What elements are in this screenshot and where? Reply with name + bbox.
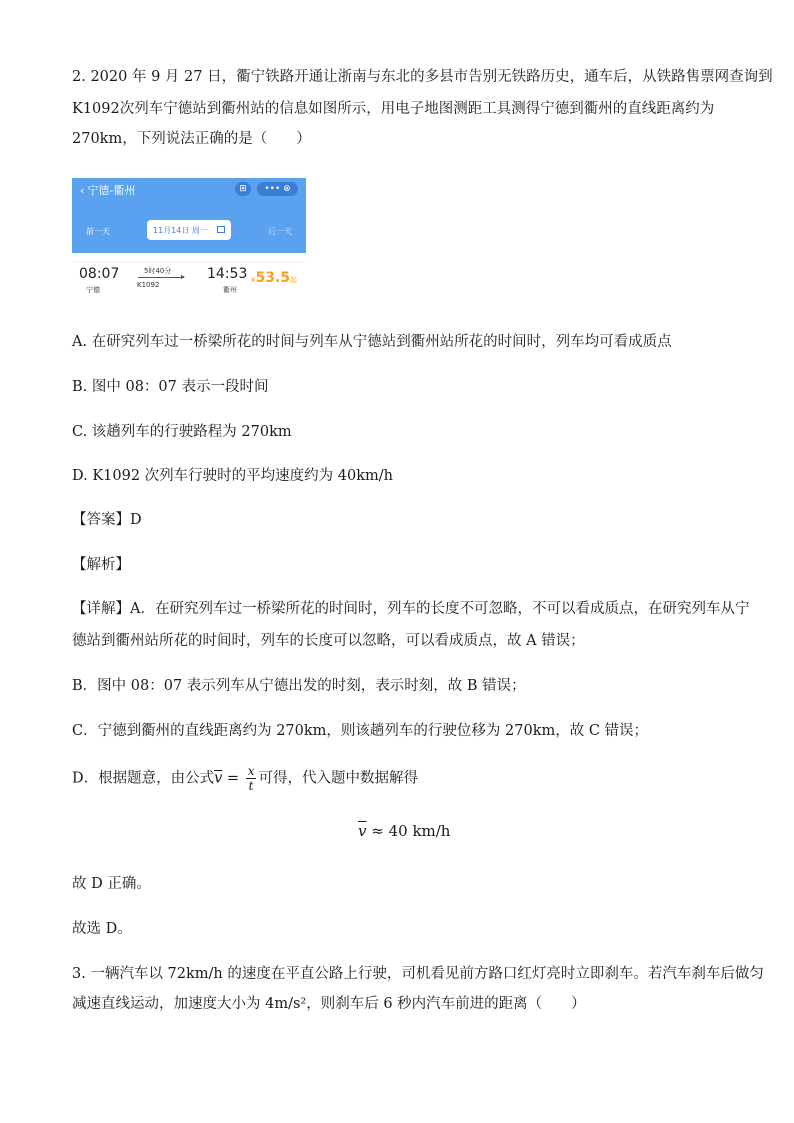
analysis-b: B．图中 08：07 表示列车从宁德出发的时刻，表示时刻，故 B 错误； <box>72 678 526 694</box>
ticket-screenshot <box>72 178 306 302</box>
answer-value: D <box>130 512 142 528</box>
calendar-icon <box>217 226 225 233</box>
arrival-station: 衢州 <box>223 286 237 294</box>
more-icon: ••• ⊗ <box>257 182 298 196</box>
date-box <box>147 220 231 240</box>
option-c: C. 该趟列车的行驶路程为 270km <box>72 424 292 440</box>
route-title: ‹ 宁德-衢州 <box>80 184 136 197</box>
departure-time: 08:07 <box>79 266 120 282</box>
answer-label: 【答案】 <box>72 512 130 528</box>
analysis-a-line-2: 德站到衢州站所花的时间时，列车的长度可以忽略，可以看成质点，故 A 错误； <box>72 633 585 649</box>
formula-fraction: $\frac{x}{t}$ <box>247 764 255 793</box>
option-b: B. 图中 08：07 表示一段时间 <box>72 379 269 395</box>
analysis-d: D．根据题意，由公式$\overline{v}$ = $\frac{x}{t}$ 可得，代入题中数据解得 <box>72 764 418 793</box>
analysis-conclusion: 故 D 正确。 <box>72 876 151 892</box>
price: ¥53.5起 <box>251 270 298 286</box>
qr-icon: ⊞ <box>235 182 251 196</box>
detail-label: 【详解】 <box>72 601 130 617</box>
arrow-right-icon <box>138 277 184 278</box>
option-a: A. 在研究列车过一桥梁所花的时间与列车从宁德站到衢州站所花的时间时，列车均可看成质点 <box>72 334 672 350</box>
train-row <box>72 266 306 300</box>
arrival-time: 14:53 <box>207 266 248 282</box>
answer-line <box>72 509 142 531</box>
analysis-label: 【解析】 <box>72 557 130 573</box>
formula-v: $\overline{v}$ <box>214 770 223 787</box>
question-2-line-1: 2. 2020 年 9 月 27 日，衢宁铁路开通让浙南与东北的多县市告别无铁路历史，通车后，从铁路售票网查询到 <box>72 69 773 85</box>
chevron-left-icon: ‹ <box>80 184 85 197</box>
question-2-line-3: 270km，下列说法正确的是（ ） <box>72 131 311 147</box>
ticket-header <box>72 178 306 253</box>
option-d: D. K1092 次列车行驶时的平均速度约为 40km/h <box>72 468 393 484</box>
date-bar <box>72 218 306 242</box>
close-icon: ⊗ <box>283 184 291 194</box>
prev-day-label: 前一天 <box>86 227 110 236</box>
train-number: K1092 <box>137 281 160 289</box>
analysis-choose: 故选 D。 <box>72 921 132 937</box>
question-2-line-2: K1092次列车宁德站到衢州站的信息如图所示，用电子地图测距工具测得宁德到衢州的直线距离约为 <box>72 101 715 117</box>
analysis-a-line-1: 【详解】A．在研究列车过一桥梁所花的时间时，列车的长度不可忽略，不可以看成质点，在研究列车从宁 <box>72 601 750 617</box>
duration: 5时40分 <box>144 267 172 275</box>
question-3-line-2: 减速直线运动，加速度大小为 4m/s²，则刹车后 6 秒内汽车前进的距离（ ） <box>72 996 586 1012</box>
next-day-label: 后一天 <box>268 227 292 236</box>
result-formula: $\overline{v} \approx 40$ km/h <box>358 822 451 840</box>
departure-station: 宁德 <box>86 286 100 294</box>
question-3-line-1: 3. 一辆汽车以 72km/h 的速度在平直公路上行驶，司机看见前方路口红灯亮时立即刹车。若汽车刹车后做匀 <box>72 966 764 982</box>
ticket-divider <box>72 261 306 262</box>
analysis-c: C．宁德到衢州的直线距离约为 270km，则该趟列车的行驶位移为 270km，故 C 错误； <box>72 723 649 739</box>
date-label: 11月14日 周一 <box>153 226 208 235</box>
